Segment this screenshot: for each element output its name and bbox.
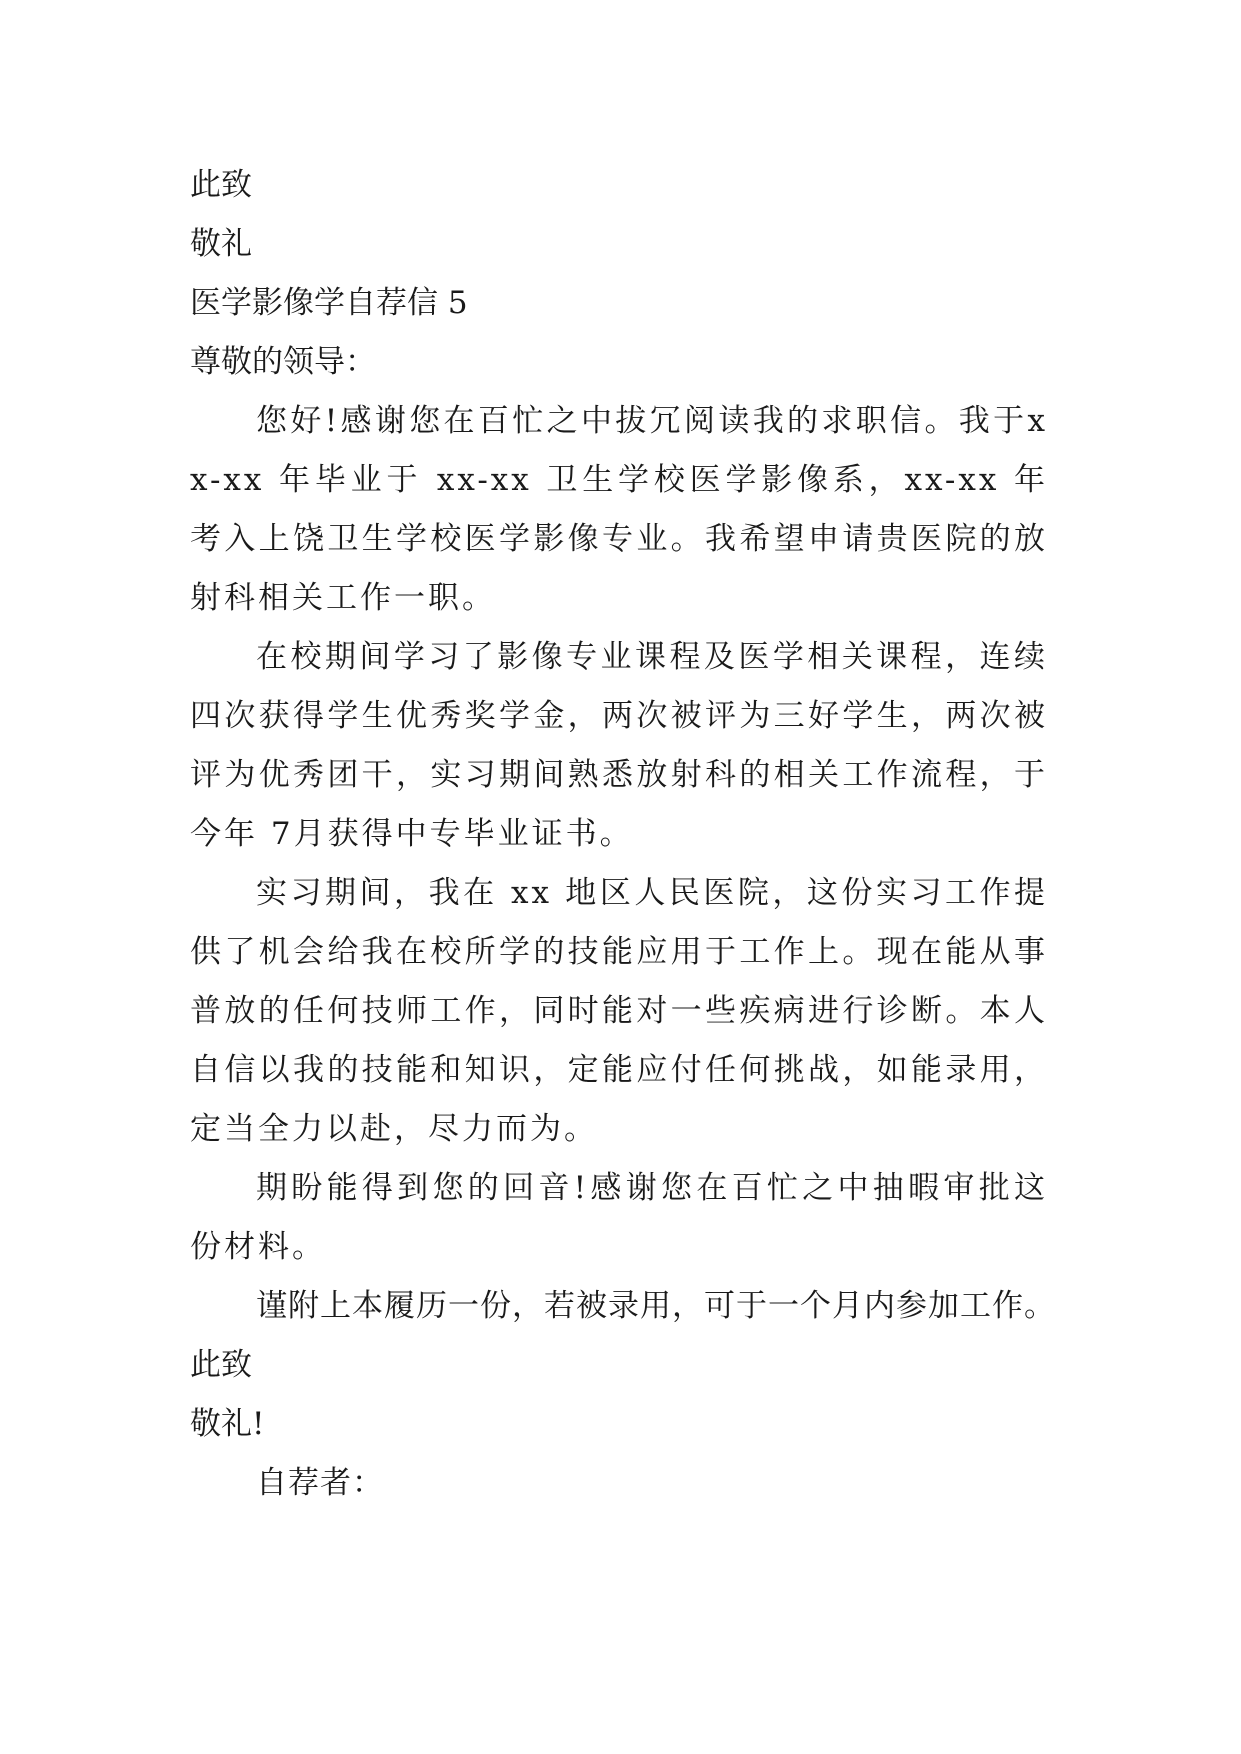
paragraph-education: 在校期间学习了影像专业课程及医学相关课程，连续四次获得学生优秀奖学金，两次被评为三好学生，两次被评为优秀团干，实习期间熟悉放射科的相关工作流程，于今年 7月获得中专毕业证书。 [190,639,1048,852]
letter-body [190,156,1056,1513]
closing-salute-final: 敬礼! [190,1406,265,1442]
closing-greeting-final: 此致 [190,1347,252,1383]
attachment-note: 谨附上本履历一份，若被录用，可于一个月内参加工作。 [256,1288,1056,1324]
paragraph-internship: 实习期间，我在 xx 地区人民医院，这份实习工作提供了机会给我在校所学的技能应用于工作上。现在能从事普放的任何技师工作，同时能对一些疾病进行诊断。本人自信以我的技能和知识，定能应付任何挑战，如能录用，定当全力以赴，尽力而为。 [190,875,1048,1147]
paragraph-intro: 您好!感谢您在百忙之中拔冗阅读我的求职信。我于xx-xx 年毕业于 xx-xx 卫生学校医学影像系，xx-xx 年考入上饶卫生学校医学影像专业。我希望申请贵医院的放射科相关工作一职。 [190,403,1048,616]
letter-title: 医学影像学自荐信 5 [190,285,468,321]
closing-greeting: 此致 [190,167,252,203]
salutation: 尊敬的领导： [190,344,376,380]
closing-salute: 敬礼 [190,226,252,262]
signature-label: 自荐者： [256,1465,384,1501]
paragraph-closing-hope: 期盼能得到您的回音!感谢您在百忙之中抽暇审批这份材料。 [190,1170,1048,1265]
